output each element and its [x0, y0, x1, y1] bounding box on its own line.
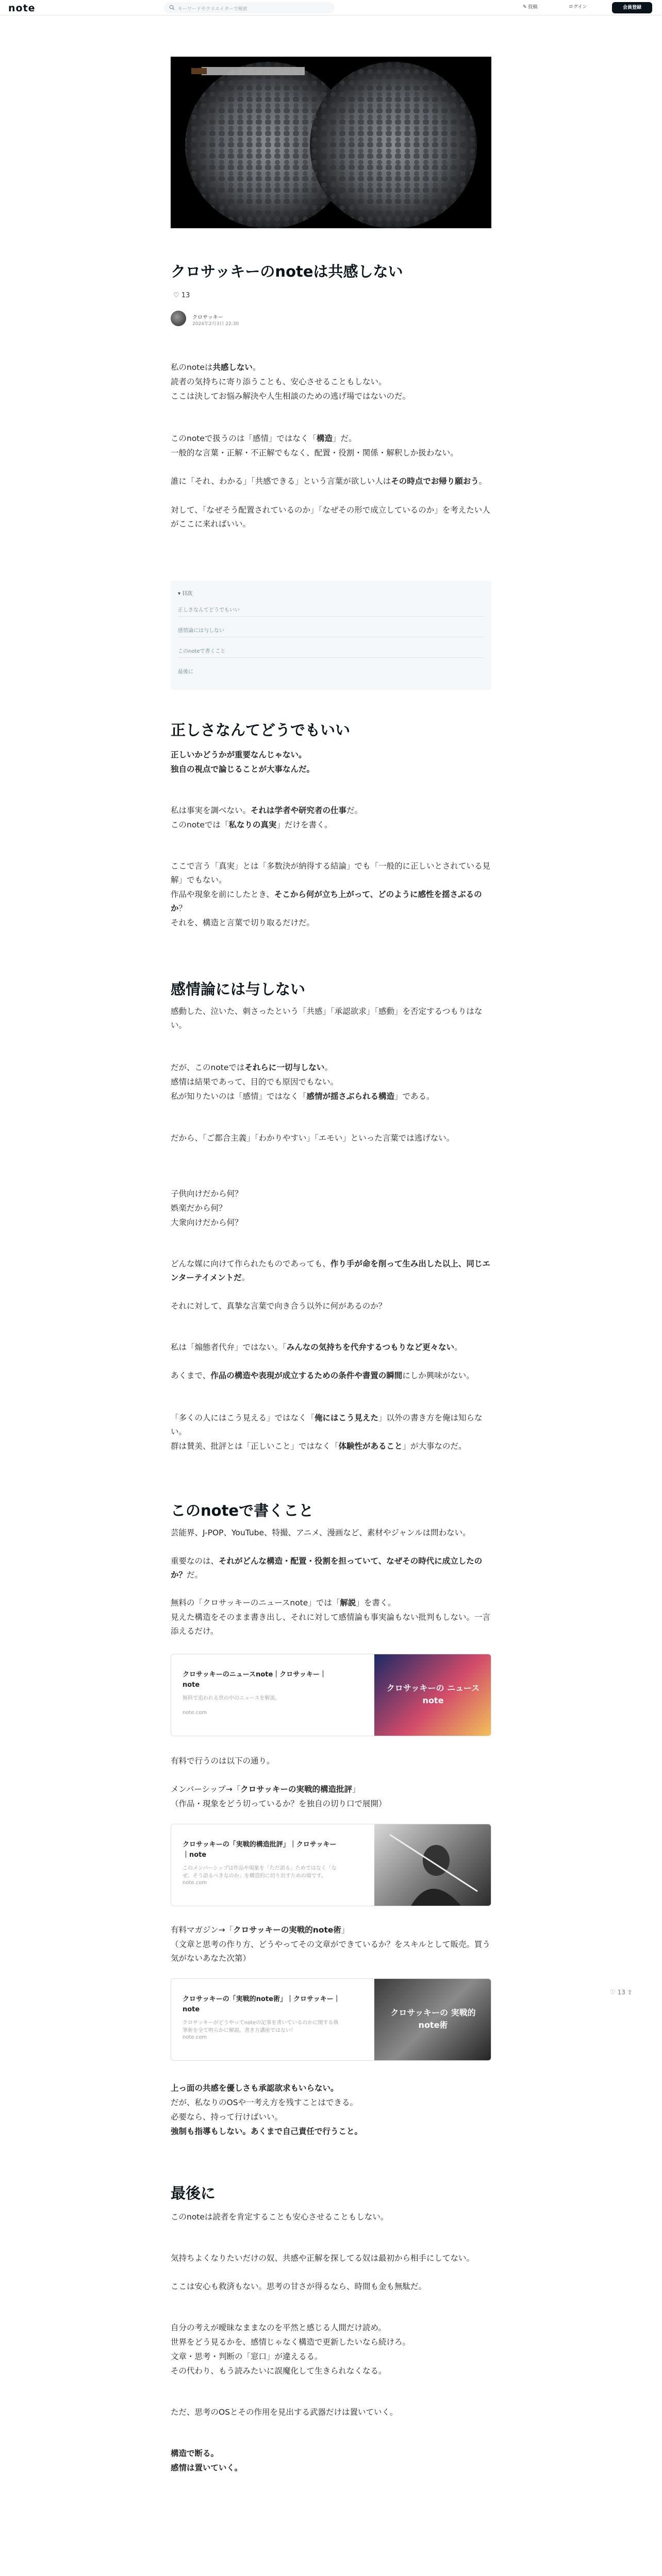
search-icon [169, 5, 175, 10]
toc-item[interactable]: 正しさなんてどうでもいい [178, 601, 484, 617]
signup-button[interactable]: 会員登録 [612, 2, 652, 13]
link-card-news[interactable] [171, 1654, 491, 1736]
sec2-p12: 群は賛美、批評とは「正しいこと」ではなく「体験性があること」が大事なのだ。 [171, 1442, 467, 1451]
card-thumbnail [374, 1654, 491, 1736]
sec1-p3: ここで言う「真実」とは「多数決が納得する結論」でも「一般的に正しいとされている見解」でもない。 [171, 861, 491, 885]
card-thumbnail [374, 1824, 491, 1906]
sec2-p7: どんな媒に向けて作られたものであっても、作り手が命を削って生み出した以上、同じエンターテイメントだ。 [171, 1259, 490, 1282]
post-button[interactable]: ✎ 投稿 [523, 5, 538, 10]
sec4-p4: 自分の考えが曖昧なままなのを平然と感じる人間だけ読め。 [171, 2323, 386, 2332]
card-url: note.com [183, 2035, 207, 2040]
card-description: クロサッキーがどうやってnoteの記事を書いているのかに関する執筆術を全て明らかに解説。書き方講座ではない！ [183, 2020, 339, 2033]
card-title: クロサッキーのニュースnote｜クロサッキー｜note [183, 1671, 327, 1689]
section-heading: 感情論には与しない [171, 980, 306, 998]
card-url: note.com [183, 1710, 207, 1716]
sec4-p8: ただ、思考のOSとその作用を見出する武器だけは置いていく。 [171, 2408, 398, 2417]
heart-icon: ♡ [173, 292, 181, 299]
like-count-top[interactable]: ♡ 13 [173, 292, 190, 299]
sec3-p8: 有料マガジン→「クロサッキーの実戦的note術」 [171, 1925, 350, 1935]
intro-p6: 誰に「それ、わかる」「共感できる」という言葉が欲しい人はその時点でお帰り願おう。 [171, 477, 487, 486]
toc-header[interactable]: ▾ 目次 [178, 591, 193, 597]
share-icon[interactable]: ⇪ [627, 1989, 633, 1996]
card-description: このメンバーシップは作品や現象を「ただ語る」ためではなく「なぜ、そう語るべきなのか」を構造的に切り出すための場です。 [183, 1866, 337, 1879]
sec3-b4: 強制も指導もしない。あくまで自己責任で行うこと。 [171, 2127, 363, 2136]
samurai-illustration [374, 1824, 491, 1906]
sec4-b1: 構造で断る。 [171, 2449, 219, 2458]
sec2-p6b: 娯楽だから何？ [171, 1204, 227, 1213]
intro-p3: ここは決してお悩み解決や人生相談のための逃げ場ではないのだ。 [171, 392, 411, 401]
sec1-b2: 独自の視点で論じることが大事なんだ。 [171, 765, 315, 774]
sec2-p5: だから、「ご都合主義」「わかりやすい」「エモい」といった言葉では逃げない。 [171, 1133, 455, 1143]
thumbnail-text: クロサッキーの ニュースnote [386, 1683, 480, 1705]
intro-p5: 一般的な言葉・正解・不正解でもなく、配置・役割・関係・解釈しか扱わない。 [171, 448, 458, 457]
hero-image [171, 57, 491, 228]
sec3-p7: （作品・現象をどう切っているか？を独自の切り口で展開） [171, 1799, 387, 1808]
link-card-magazine[interactable] [171, 1978, 491, 2061]
sec3-b2: だが、私なりのOSや一考え方を残すことはできる。 [171, 2098, 358, 2107]
intro-p7: 対して、「なぜそう配置されているのか」「なぜその形で成立しているのか」を考えたい人がここに来ればいい。 [171, 505, 490, 529]
sec4-p6: 文章・思考・判断の「窓口」が違えるる。 [171, 2352, 323, 2361]
pencil-icon: ✎ [523, 5, 528, 10]
author-name[interactable]: クロサッキー [192, 315, 223, 320]
sec3-p1: 芸能界、J-POP、YouTube、特撮、アニメ、漫画など、素材やジャンルは問わない。 [171, 1528, 471, 1537]
sec4-p5: 世界をどう見るかを、感情じゃなく構造で更新したいなら続けろ。 [171, 2337, 411, 2347]
sec1-p4: 作品や現象を前にしたとき、そこから何が立ち上がって、どのように感性を揺さぶるのか？ [171, 890, 482, 913]
toc-item[interactable]: このnoteで書くこと [178, 642, 484, 658]
search-input[interactable] [164, 3, 334, 13]
card-description: 無料で追われる世の中のニュースを解説。 [183, 1696, 280, 1701]
login-button[interactable]: ログイン [569, 5, 587, 10]
sec3-b3: 必要なら、持って行けばいい。 [171, 2112, 283, 2122]
toc-item[interactable]: 感情論には与しない [178, 622, 484, 637]
note-logo[interactable]: note [8, 3, 36, 14]
card-thumbnail [374, 1979, 491, 2061]
sec3-p4: 見えた構造をそのまま書き出し、それに対して感情論も事実論もない批判もしない。一言添えるだけ。 [171, 1613, 491, 1636]
sec3-p2: 重要なのは、それがどんな構造・配置・役割を担っていて、なぜその時代に成立したのか？だ。 [171, 1556, 483, 1580]
sec4-p1: このnoteは読者を肯定することも安心させることもしない。 [171, 2212, 389, 2222]
intro-p1: 私のnoteは共感しない。 [171, 363, 261, 372]
sec2-p8: それに対して、真摯な言葉で向き合う以外に何があるのか？ [171, 1301, 387, 1311]
sec2-p6a: 子供向けだから何？ [171, 1189, 243, 1198]
sec2-p6c: 大衆向けだから何？ [171, 1218, 243, 1227]
section-heading: 正しさなんてどうでもいい [171, 721, 351, 739]
article-title: クロサッキーのnoteは共感しない [171, 263, 403, 280]
toc-item[interactable]: 最後に [178, 669, 193, 675]
sec4-p3: ここは安心も救済もない。思考の甘さが得るなら、時間も金も無駄だ。 [171, 2282, 427, 2291]
sec2-p4: 私が知りたいのは「感情」ではなく「感情が揺さぶられる構造」である。 [171, 1092, 435, 1101]
heart-icon: ♡ [610, 1989, 618, 1996]
card-title: クロサッキーの「実戦的note術」｜クロサッキー｜note [183, 1995, 340, 2013]
sec2-p2: だが、このnoteではそれらに一切与しない。 [171, 1063, 333, 1072]
chevron-down-icon: ▾ [178, 591, 183, 597]
table-of-contents [171, 581, 491, 690]
sec3-p9: （文章と思考の作り方、どうやってその文章ができているか？をスキルとして販売。買う気がないあなた次第） [171, 1940, 490, 1963]
sec2-p10: あくまで、作品の構造や表現が成立するための条件や書置の瞬間にしか興味がない。 [171, 1371, 474, 1380]
section-heading: このnoteで書くこと [171, 1502, 314, 1519]
sec2-p11: 「多くの人にはこう見える」ではなく「俺にはこう見えた」以外の書き方を俺は知らない。 [171, 1413, 483, 1436]
binocular-crowd-image [171, 57, 491, 228]
intro-p2: 読者の気持ちに寄り添うことも、安心させることもしない。 [171, 377, 387, 386]
section-heading: 最後に [171, 2184, 216, 2202]
search-placeholder: キーワードやクリエイターで検索 [178, 7, 247, 12]
sec3-p5: 有料で行うのは以下の通り。 [171, 1756, 275, 1766]
link-card-membership[interactable] [171, 1824, 491, 1906]
sec2-p1: 感動した、泣いた、刺さったという「共感」「承認欲求」「感動」を否定するつもりはない。 [171, 1007, 483, 1030]
sec3-p3: 無料の「クロサッキーのニュースnote」では「解説」を書く。 [171, 1598, 396, 1607]
sec4-p2: 気持ちよくなりたいだけの奴、共感や正解を探してる奴は最初から相手にしてない。 [171, 2253, 475, 2263]
sec3-p6: メンバーシップ→「クロサッキーの実戦的構造批評」 [171, 1785, 360, 1794]
thumbnail-text: クロサッキーの 実戦的note術 [390, 2008, 476, 2030]
sec1-p5: それを、構造と言葉で切り取るだけだ。 [171, 918, 315, 927]
sec3-b1: 上っ面の共感を優しさも承認欲求もいらない。 [171, 2083, 339, 2093]
publish-date: 2024年2月3日 22:30 [192, 321, 239, 327]
sec4-b2: 感情は置いていく。 [171, 2463, 243, 2472]
sec1-p1: 私は事実を調べない。それは学者や研究者の仕事だ。 [171, 806, 363, 815]
intro-p4: このnoteで扱うのは「感情」ではなく「構造」だ。 [171, 434, 357, 443]
sec4-p7: その代わり、もう読みたいに誤魔化して生きられなくなる。 [171, 2366, 387, 2376]
card-title: クロサッキーの「実戦的構造批評」｜クロサッキー｜note [183, 1841, 337, 1859]
sec1-b1: 正しいかどうかが重要なんじゃない。 [171, 750, 307, 759]
sec2-p3: 感情は結果であって、目的でも原因でもない。 [171, 1077, 339, 1087]
card-url: note.com [183, 1880, 207, 1886]
floating-like[interactable]: ♡ 13 ⇪ [610, 1989, 633, 1996]
avatar[interactable] [171, 311, 186, 326]
top-header [0, 0, 662, 15]
sec2-p9: 私は「煽態者代弁」ではない。「みんなの気持ちを代弁するつもりなど更々ない。 [171, 1343, 462, 1352]
sec1-p2: このnoteでは「私なりの真実」だけを書く。 [171, 820, 333, 829]
